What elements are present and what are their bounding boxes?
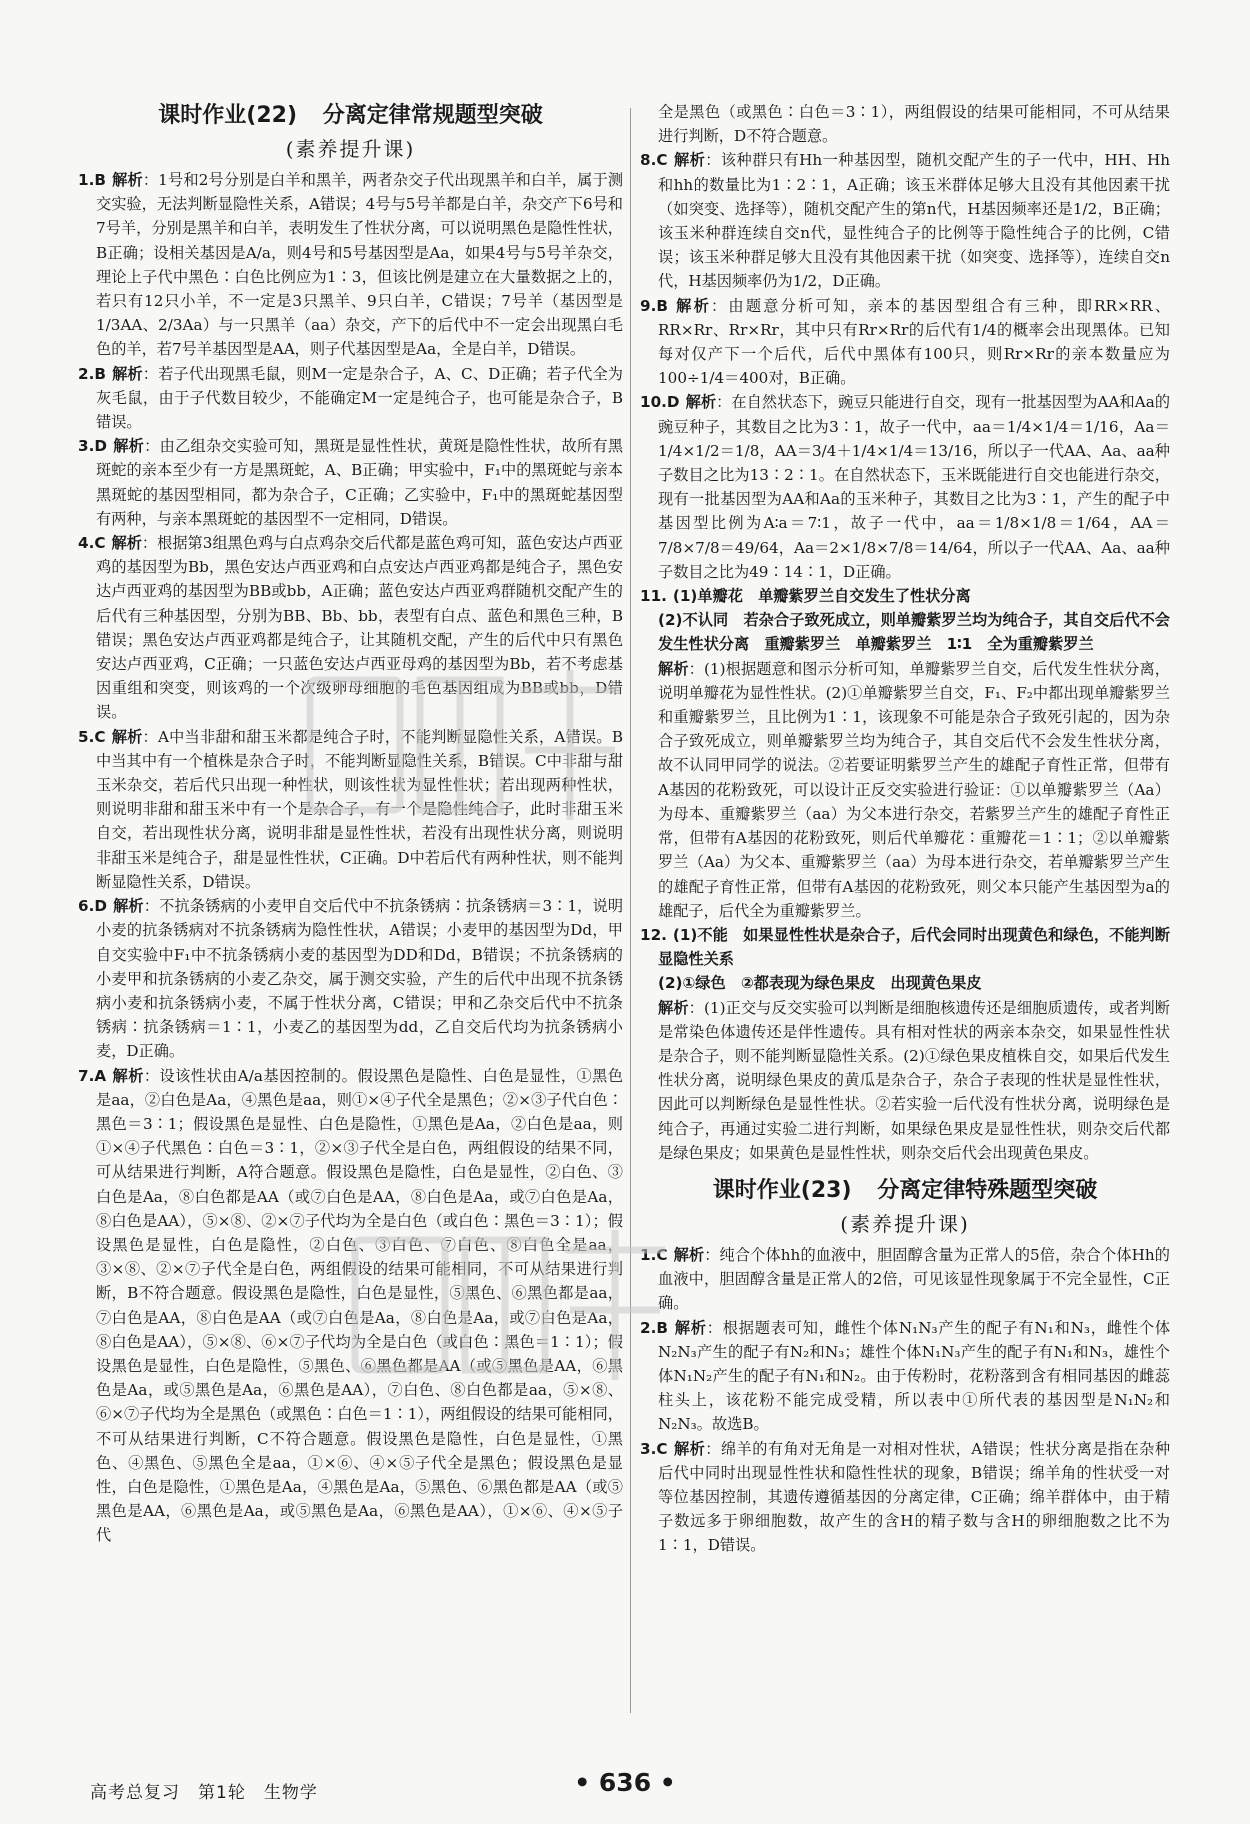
answer-number: 7.A [78, 1066, 107, 1085]
analysis-label: 解析 [111, 534, 142, 553]
answer-text: 根据题表可知，雌性个体N₁N₃产生的配子有N₁和N₃，雌性个体N₂N₃产生的配子有N₂和N₃；雄性个体N₁N₃产生的配子有N₁和N₃，雄性个体N₁N₂产生的配子有N₁和N₂。由于传粉时，花粉落到含有相同基因的雌蕊柱头上，该花粉不能完成受精，所以表中①所代表的基因型是N₁N₂和N₂N₃。故选B。 [658, 1318, 1171, 1434]
answer-item: 1.B 解析：1号和2号分别是白羊和黑羊，两者杂交子代出现黑羊和白羊，属于测交实验，无法判断显隐性关系，A错误；4号与5号羊都是白羊，杂交产下6号和7号羊，分别是黑羊和白羊，表明发生了性状分离，可以说明黑色是隐性性状，B正确；设相关基因是A/a，则4号和5号基因型是Aa，如果4号与5号羊杂交，理论上子代中黑色∶白色比例应为1∶3，但该比例是建立在大量数据之上的，若只有12只小羊，不一定是3只黑羊、9只白羊，C错误；7号羊（基因型是1/3AA、2/3Aa）与一只黑羊（aa）杂交，产下的后代中不一定会出现黑白毛色的羊，若7号羊基因型是AA，则子代基因型是Aa，全是白羊，D错误。 [78, 171, 624, 359]
answer-item: 1.C 解析：纯合个体hh的血液中，胆固醇含量为正常人的5倍，杂合个体Hh的血液中，胆固醇含量是正常人的2倍，可见该显性现象属于不完全显性，C正确。 [640, 1245, 1170, 1313]
analysis-paragraph: 解析：(1)根据题意和图示分析可知，单瓣紫罗兰自交，后代发生性状分离，说明单瓣花为显性性状。(2)①单瓣紫罗兰自交，F₁、F₂中都出现单瓣紫罗兰和重瓣紫罗兰，且比例为1∶1，该现象不可能是杂合子致死引起的，因为杂合子致死成立，则单瓣紫罗兰均为纯合子，其自交后代不会发生性状分离，故不认同甲同学的说法。②若要证明紫罗兰产生的雄配子育性正常，但带有A基因的花粉致死，可以设计正反交实验进行验证：①以单瓣紫罗兰（Aa）为母本、重瓣紫罗兰（aa）为父本进行杂交，若紫罗兰产生的雄配子育性正常，但带有A基因的花粉致死，则后代单瓣花∶重瓣花＝1∶1；②以单瓣紫罗兰（Aa）为父本、重瓣紫罗兰（aa）为母本进行杂交，若单瓣紫罗兰产生的雄配子育性正常，但带有A基因的花粉致死，则父本只能产生基因型为a的雄配子，后代全为重瓣紫罗兰。 [658, 659, 1170, 920]
answer-text: (2)①绿色 ②都表现为绿色果皮 出现黄色果皮 [658, 974, 982, 993]
lesson-23-title [640, 1175, 1170, 1207]
answer-number: 11. [640, 587, 667, 606]
answer-item: 8.C 解析：该种群只有Hh一种基因型，随机交配产生的子一代中，HH、Hh和hh的数量比为1∶2∶1，A正确；该玉米群体足够大且没有其他因素干扰（如突变、选择等），随机交配产生的第n代，H基因频率还是1/2，B正确；该玉米种群连续自交n代，显性纯合子的比例等于隐性纯合子的比例，C错误；该玉米种群足够大且没有其他因素干扰（如突变、选择等），连续自交n代，H基因频率仍为1/2，D正确。 [640, 151, 1170, 291]
answer-item [640, 923, 1170, 971]
answer-number: 3.D [78, 437, 107, 456]
answer-text: 由乙组杂交实验可知，黑斑是显性性状，黄斑是隐性性状，故所有黑斑蛇的亲本至少有一方是黑斑蛇，A、B正确；甲实验中，F₁中的黑斑蛇与亲本黑斑蛇的基因型相同，都为杂合子，C正确；乙实验中，F₁中的黑斑蛇基因型有两种，与亲本黑斑蛇的基因型不一定相同，D错误。 [96, 437, 624, 528]
analysis-label: 解析 [111, 364, 143, 383]
analysis-label: 解析 [673, 1439, 706, 1458]
left-answer-list [78, 168, 623, 1548]
answer-text: 设该性状由A/a基因控制的。假设黑色是隐性、白色是显性，①黑色是aa，②白色是Aa，④黑色是aa，则①×④子代全是黑色；②×③子代白色∶黑色＝3∶1；假设黑色是显性、白色是隐性，①黑色是Aa，②白色是aa，则①×④子代黑色∶白色＝3∶1，②×③子代全是白色，两组假设的结果不同，可从结果进行判断，A符合题意。假设黑色是隐性，白色是显性，②白色、③白色是Aa，⑧白色都是AA（或⑦白色是AA，⑧白色是Aa，或⑦白色是Aa，⑧白色是AA），⑤×⑧、②×⑦子代均为全是白色（或白色∶黑色＝3∶1）；假设黑色是显性，白色是隐性，②白色、③白色、⑦白色、⑧白色全是aa，③×⑧、②×⑦子代全是白色，两组假设的结果可能相同，不可从结果进行判断，B不符合题意。假设黑色是隐性，白色是显性，⑤黑色、⑥黑色都是aa，⑦白色是AA，⑧白色是AA（或⑦白色是Aa，⑧白色是Aa，或⑦白色是Aa，⑧白色是AA），⑤×⑧、⑥×⑦子代均为全是白色（或白色∶黑色＝1∶1）；假设黑色是显性，白色是隐性，⑤黑色、⑥黑色都是AA（或⑤黑色是AA，⑥黑色是Aa，或⑤黑色是Aa，⑥黑色是AA），⑦白色、⑧白色都是aa，⑤×⑧、⑥×⑦子代均为全是黑色（或黑色∶白色＝1∶1），两组假设的结果可能相同，不可从结果进行判断，C不符合题意。假设黑色是隐性，白色是显性，①黑色、④黑色、⑤黑色全是aa，①×⑥、④×⑤子代全是黑色；假设黑色是显性，白色是隐性，①黑色是Aa，④黑色是Aa，⑤黑色、⑥黑色都是AA（或⑤黑色是AA，⑥黑色是Aa，或⑤黑色是Aa，⑥黑色是AA），①×⑥、④×⑤子代 [96, 1066, 624, 1545]
lesson-22-number: 课时作业(22) [158, 103, 298, 128]
answer-text: 该种群只有Hh一种基因型，随机交配产生的子一代中，HH、Hh和hh的数量比为1∶2∶1，A正确；该玉米群体足够大且没有其他因素干扰（如突变、选择等），随机交配产生的第n代，H基因频率还是1/2，B正确；该玉米种群连续自交n代，显性纯合子的比例等于隐性纯合子的比例，C错误；该玉米种群足够大且没有其他因素干扰（如突变、选择等），连续自交n代，H基因频率仍为1/2，D正确。 [658, 151, 1170, 291]
analysis-label: 解析 [112, 897, 144, 916]
answer-number: 3.C [640, 1439, 668, 1458]
lesson-23-topic: 分离定律特殊题型突破 [877, 1177, 1098, 1203]
answer-item: 2.B 解析：根据题表可知，雌性个体N₁N₃产生的配子有N₁和N₃，雌性个体N₂N₃产生的配子有N₂和N₃；雄性个体N₁N₃产生的配子有N₁和N₃，雄性个体N₁N₂产生的配子有N₁和N₂。由于传粉时，花粉落到含有相同基因的雌蕊柱头上，该花粉不能完成受精，所以表中①所代表的基因型是N₁N₂和N₂N₃。故选B。 [640, 1318, 1171, 1434]
answer-number: 8.C [640, 151, 668, 170]
analysis-text: (1)根据题意和图示分析可知，单瓣紫罗兰自交，后代发生性状分离，说明单瓣花为显性性状。(2)①单瓣紫罗兰自交，F₁、F₂中都出现单瓣紫罗兰和重瓣紫罗兰，且比例为1∶1，该现象不可能是杂合子致死引起的，因为杂合子致死成立，则单瓣紫罗兰均为纯合子，其自交后代不会发生性状分离，故不认同甲同学的说法。②若要证明紫罗兰产生的雄配子育性正常，但带有A基因的花粉致死，可以设计正反交实验进行验证：①以单瓣紫罗兰（Aa）为母本、重瓣紫罗兰（aa）为父本进行杂交，若紫罗兰产生的雄配子育性正常，但带有A基因的花粉致死，则后代单瓣花∶重瓣花＝1∶1；②以单瓣紫罗兰（Aa）为父本、重瓣紫罗兰（aa）为母本进行杂交，若单瓣紫罗兰产生的雄配子育性正常，但带有A基因的花粉致死，则父本只能产生基因型为a的雄配子，后代全为重瓣紫罗兰。 [658, 659, 1170, 920]
answer-item [640, 584, 1170, 608]
answer-number: 5.C [78, 727, 106, 746]
analysis-label: 解析 [111, 727, 143, 746]
lesson-22-subtitle: (素养提升课) [285, 137, 416, 161]
analysis-label: 解析 [658, 998, 689, 1017]
answer-item: 3.C 解析：绵羊的有角对无角是一对相对性状，A错误；性状分离是指在杂种后代中同时出现显性性状和隐性性状的现象，B错误；绵羊角的性状受一对等位基因控制，其遗传遵循基因的分离定律，C正确；绵羊群体中，由于精子数远多于卵细胞数，故产生的含H的精子数与含H的卵细胞数之比不为1∶1，D错误。 [640, 1439, 1171, 1555]
lesson-22-topic: 分离定律常规题型突破 [322, 103, 543, 128]
answer-number: 2.B [640, 1318, 668, 1337]
answer-item: 6.D 解析：不抗条锈病的小麦甲自交后代中不抗条锈病∶抗条锈病＝3∶1，说明小麦的抗条锈病对不抗条锈病为隐性性状，A错误；小麦甲的基因型为Dd，甲自交实验中F₁中不抗条锈病小麦的基因型为DD和Dd，B错误；不抗条锈病的小麦甲和抗条锈病的小麦乙杂交，属于测交实验，产生的后代中出现不抗条锈病小麦和抗条锈病小麦，不属于性状分离，C错误；甲和乙杂交后代中不抗条锈病∶抗条锈病＝1∶1，小麦乙的基因型为dd，乙自交后代均为抗条锈病小麦，D正确。 [78, 897, 624, 1061]
answer-number: 12. [640, 925, 667, 944]
analysis-paragraph: 解析：(1)正交与反交实验可以判断是细胞核遗传还是细胞质遗传，或者判断是常染色体遗传还是伴性遗传。具有相对性状的两亲本杂交，如果显性性状是杂合子，则不能判断显隐性关系。(2)①绿色果皮植株自交，如果后代发生性状分离，说明绿色果皮的黄瓜是杂合子，杂合子表现的性状是显性性状，因此可以判断绿色是显性性状。②若实验一后代没有性状分离，说明绿色是纯合子，再通过实验二进行判断，如果绿色果皮是显性性状，则杂交后代都是绿色果皮；如果黄色是显性性状，则杂交后代会出现黄色果皮。 [658, 998, 1170, 1162]
answer-item: 3.D 解析：由乙组杂交实验可知，黑斑是显性性状，黄斑是隐性性状，故所有黑斑蛇的亲本至少有一方是黑斑蛇，A、B正确；甲实验中，F₁中的黑斑蛇与亲本黑斑蛇的基因型相同，都为杂合子，C正确；乙实验中，F₁中的黑斑蛇基因型有两种，与亲本黑斑蛇的基因型不一定相同，D错误。 [78, 437, 624, 528]
answer-number: 4.C [78, 534, 106, 553]
page-number: • 636 • [574, 1768, 676, 1797]
answer-number: 10.D [640, 393, 680, 412]
analysis-label: 解析 [673, 296, 711, 315]
answer-text: (2)不认同 若杂合子致死成立，则单瓣紫罗兰均为纯合子，其自交后代不会发生性状分离 重瓣紫罗兰 单瓣紫罗兰 1∶1 全为重瓣紫罗兰 [658, 611, 1170, 654]
answer-key: (1)单瓣花 单瓣紫罗兰自交发生了性状分离 [672, 587, 971, 606]
answer-text: 1号和2号分别是白羊和黑羊，两者杂交子代出现黑羊和白羊，属于测交实验，无法判断显隐性关系，A错误；4号与5号羊都是白羊，杂交产下6号和7号羊，分别是黑羊和白羊，表明发生了性状分离，可以说明黑色是隐性性状，B正确；设相关基因是A/a，则4号和5号基因型是Aa，如果4号与5号羊杂交，理论上子代中黑色∶白色比例应为1∶3，但该比例是建立在大量数据之上的，若只有12只小羊，不一定是3只黑羊、9只白羊，C错误；7号羊（基因型是1/3AA、2/3Aa）与一只黑羊（aa）杂交，产下的后代中不一定会出现黑白毛色的羊，若7号羊基因型是AA，则子代基因型是Aa，全是白羊，D错误。 [96, 171, 624, 359]
answer-text: 不抗条锈病的小麦甲自交后代中不抗条锈病∶抗条锈病＝3∶1，说明小麦的抗条锈病对不抗条锈病为隐性性状，A错误；小麦甲的基因型为Dd，甲自交实验中F₁中不抗条锈病小麦的基因型为DD和Dd，B错误；不抗条锈病的小麦甲和抗条锈病的小麦乙杂交，属于测交实验，产生的后代中出现不抗条锈病小麦和抗条锈病小麦，不属于性状分离，C错误；甲和乙杂交后代中不抗条锈病∶抗条锈病＝1∶1，小麦乙的基因型为dd，乙自交后代均为抗条锈病小麦，D正确。 [96, 897, 624, 1061]
answer-item: 7.A 解析：设该性状由A/a基因控制的。假设黑色是隐性、白色是显性，①黑色是aa，②白色是Aa，④黑色是aa，则①×④子代全是黑色；②×③子代白色∶黑色＝3∶1；假设黑色是显性、白色是隐性，①黑色是Aa，②白色是aa，则①×④子代黑色∶白色＝3∶1，②×③子代全是白色，两组假设的结果不同，可从结果进行判断，A符合题意。假设黑色是隐性，白色是显性，②白色、③白色是Aa，⑧白色都是AA（或⑦白色是AA，⑧白色是Aa，或⑦白色是Aa，⑧白色是AA），⑤×⑧、②×⑦子代均为全是白色（或白色∶黑色＝3∶1）；假设黑色是显性，白色是隐性，②白色、③白色、⑦白色、⑧白色全是aa，③×⑧、②×⑦子代全是白色，两组假设的结果可能相同，不可从结果进行判断，B不符合题意。假设黑色是隐性，白色是显性，⑤黑色、⑥黑色都是aa，⑦白色是AA，⑧白色是AA（或⑦白色是Aa，⑧白色是Aa，或⑦白色是Aa，⑧白色是AA），⑤×⑧、⑥×⑦子代均为全是白色（或白色∶黑色＝1∶1）；假设黑色是显性，白色是隐性，⑤黑色、⑥黑色都是AA（或⑤黑色是AA，⑥黑色是Aa，或⑤黑色是Aa，⑥黑色是AA），⑦白色、⑧白色都是aa，⑤×⑧、⑥×⑦子代均为全是黑色（或黑色∶白色＝1∶1），两组假设的结果可能相同，不可从结果进行判断，C不符合题意。假设黑色是隐性，白色是显性，①黑色、④黑色、⑤黑色全是aa，①×⑥、④×⑤子代全是黑色；假设黑色是显性，白色是隐性，①黑色是Aa，④黑色是Aa，⑤黑色、⑥黑色都是AA（或⑤黑色是AA，⑥黑色是Aa，或⑤黑色是Aa，⑥黑色是AA），①×⑥、④×⑤子代 [78, 1066, 624, 1545]
answer-text: 纯合个体hh的血液中，胆固醇含量为正常人的5倍，杂合个体Hh的血液中，胆固醇含量是正常人的2倍，可见该显性现象属于不完全显性，C正确。 [658, 1245, 1170, 1313]
answer-text: A中当非甜和甜玉米都是纯合子时，不能判断显隐性关系，A错误。B中当其中有一个植株是杂合子时，不能判断显隐性关系，B错误。C中非甜与甜玉米杂交，若后代只出现一种性状，则该性状为显性性状；若出现两种性状，则说明非甜和甜玉米中有一个是杂合子，有一个是隐性纯合子，此时非甜玉米自交，若出现性状分离，说明非甜是显性性状，若没有出现性状分离，则说明非甜玉米是纯合子，甜是显性性状，C正确。D中若后代有两种性状，则不能判断显隐性关系，D错误。 [96, 727, 624, 891]
analysis-label: 解析 [658, 659, 689, 678]
answer-text: 根据第3组黑色鸡与白点鸡杂交后代都是蓝色鸡可知，蓝色安达卢西亚鸡的基因型为Bb，黑色安达卢西亚鸡和白点安达卢西亚鸡都是纯合子，黑色安达卢西亚鸡的基因型为BB或bb，A正确；蓝色安达卢西亚鸡群随机交配产生的后代有三种基因型，分别为BB、Bb、bb，表型有白点、蓝色和黑色三种，B错误；黑色安达卢西亚鸡都是纯合子，让其随机交配，产生的后代中只有黑色安达卢西亚鸡，C正确；一只蓝色安达卢西亚母鸡的基因型为Bb，若不考虑基因重组和突变，则该鸡的一个次级卵母细胞的毛色基因组成为BB或bb，D错误。 [96, 534, 624, 722]
answer-item: 4.C 解析：根据第3组黑色鸡与白点鸡杂交后代都是蓝色鸡可知，蓝色安达卢西亚鸡的基因型为Bb，黑色安达卢西亚鸡和白点安达卢西亚鸡都是纯合子，黑色安达卢西亚鸡的基因型为BB或bb，A正确；蓝色安达卢西亚鸡群随机交配产生的后代有三种基因型，分别为BB、Bb、bb，表型有白点、蓝色和黑色三种，B错误；黑色安达卢西亚鸡都是纯合子，让其随机交配，产生的后代中只有黑色安达卢西亚鸡，C正确；一只蓝色安达卢西亚母鸡的基因型为Bb，若不考虑基因重组和突变，则该鸡的一个次级卵母细胞的毛色基因组成为BB或bb，D错误。 [78, 534, 624, 722]
lesson-23-answer-list [640, 1243, 1170, 1558]
answer-text: 在自然状态下，豌豆只能进行自交，现有一批基因型为AA和Aa的豌豆种子，其数目之比为3∶1，故子一代中，aa＝1/4×1/4＝1/16，Aa＝1/4×1/2＝1/8，AA＝3/4＋1/4×1/4＝13/16，所以子一代AA、Aa、aa种子数目之比为13∶2∶1。在自然状态下，玉米既能进行自交也能进行杂交，现有一批基因型为AA和Aa的玉米种子，其数目之比为3∶1，产生的配子中基因型比例为A∶a＝7∶1，故子一代中，aa＝1/8×1/8＝1/64，AA＝7/8×7/8＝49/64，Aa＝2×1/8×7/8＝14/64，所以子一代AA、Aa、aa种子数目之比为49∶14∶1，D正确。 [658, 393, 1171, 581]
answer-continuation [640, 608, 1170, 656]
analysis-label: 解析 [112, 1066, 144, 1085]
answer-text: 全是黑色（或黑色∶白色＝3∶1），两组假设的结果可能相同，不可从结果进行判断，D不符合题意。 [658, 103, 1170, 146]
analysis-label: 解析 [673, 1318, 707, 1337]
answer-text: 若子代出现黑毛鼠，则M一定是杂合子，A、C、D正确；若子代全为灰毛鼠，由于子代数目较少，不能确定M一定是纯合子，也可能是杂合子，B错误。 [96, 364, 623, 432]
lesson-23-subtitle: (素养提升课) [840, 1211, 970, 1236]
left-column [78, 100, 623, 1548]
analysis-label: 解析 [673, 1245, 705, 1264]
answer-number: 2.B [78, 364, 106, 383]
answer-number: 1.C [640, 1245, 668, 1264]
answer-item: 5.C 解析：A中当非甜和甜玉米都是纯合子时，不能判断显隐性关系，A错误。B中当其中有一个植株是杂合子时，不能判断显隐性关系，B错误。C中非甜与甜玉米杂交，若后代只出现一种性状，则该性状为显性性状；若出现两种性状，则说明非甜和甜玉米中有一个是杂合子，有一个是隐性纯合子，此时非甜玉米自交，若出现性状分离，说明非甜是显性性状，若没有出现性状分离，则说明非甜玉米是纯合子，甜是显性性状，C正确。D中若后代有两种性状，则不能判断显隐性关系，D错误。 [78, 727, 624, 891]
lesson-23-number: 课时作业(23) [712, 1177, 852, 1203]
answer-text: 由题意分析可知，亲本的基因型组合有三种，即RR×RR、RR×Rr、Rr×Rr，其中只有Rr×Rr的后代有1/4的概率会出现黑体。已知每对仅产下一个后代，后代中黑体有100只，则Rr×Rr的亲本数量应为100÷1/4＝400对，B正确。 [658, 296, 1171, 388]
answer-number: 6.D [78, 897, 107, 916]
answer-continuation [640, 971, 1170, 995]
answer-item: 2.B 解析：若子代出现黑毛鼠，则M一定是杂合子，A、C、D正确；若子代全为灰毛鼠，由于子代数目较少，不能确定M一定是纯合子，也可能是杂合子，B错误。 [78, 364, 623, 432]
column-divider [630, 108, 631, 1713]
answer-text: 绵羊的有角对无角是一对相对性状，A错误；性状分离是指在杂种后代中同时出现显性性状和隐性性状的现象，B错误；绵羊角的性状受一对等位基因控制，其遗传遵循基因的分离定律，C正确；绵羊群体中，由于精子数远多于卵细胞数，故产生的含H的精子数与含H的卵细胞数之比不为1∶1，D错误。 [658, 1439, 1171, 1555]
analysis-label: 解析 [685, 393, 717, 412]
analysis-label: 解析 [673, 151, 706, 170]
footer-label: 高考总复习 第1轮 生物学 [90, 1783, 318, 1803]
right-answer-list [640, 100, 1170, 1165]
answer-number: 1.B [78, 171, 106, 189]
analysis-label: 解析 [111, 171, 143, 189]
answer-item: 9.B 解析：由题意分析可知，亲本的基因型组合有三种，即RR×RR、RR×Rr、Rr×Rr，其中只有Rr×Rr的后代有1/4的概率会出现黑体。已知每对仅产下一个后代，后代中黑体有100只，则Rr×Rr的亲本数量应为100÷1/4＝400对，B正确。 [640, 296, 1171, 388]
lesson-22-title [78, 100, 623, 132]
answer-item: 10.D 解析：在自然状态下，豌豆只能进行自交，现有一批基因型为AA和Aa的豌豆种子，其数目之比为3∶1，故子一代中，aa＝1/4×1/4＝1/16，Aa＝1/4×1/2＝1/8，AA＝3/4＋1/4×1/4＝13/16，所以子一代AA、Aa、aa种子数目之比为13∶2∶1。在自然状态下，玉米既能进行自交也能进行杂交，现有一批基因型为AA和Aa的玉米种子，其数目之比为3∶1，产生的配子中基因型比例为A∶a＝7∶1，故子一代中，aa＝1/8×1/8＝1/64，AA＝7/8×7/8＝49/64，Aa＝2×1/8×7/8＝14/64，所以子一代AA、Aa、aa种子数目之比为49∶14∶1，D正确。 [640, 393, 1171, 581]
lesson-23-header [640, 1175, 1170, 1239]
answer-number: 9.B [640, 296, 668, 315]
answer-key: (1)不能 如果显性性状是杂合子，后代会同时出现黄色和绿色，不能判断显隐性关系 [658, 925, 1170, 969]
answer-continuation [640, 100, 1170, 148]
analysis-text: (1)正交与反交实验可以判断是细胞核遗传还是细胞质遗传，或者判断是常染色体遗传还是伴性遗传。具有相对性状的两亲本杂交，如果显性性状是杂合子，则不能判断显隐性关系。(2)①绿色果皮植株自交，如果后代发生性状分离，说明绿色果皮的黄瓜是杂合子，杂合子表现的性状是显性性状，因此可以判断绿色是显性性状。②若实验一后代没有性状分离，说明绿色是纯合子，再通过实验二进行判断，如果绿色果皮是显性性状，则杂交后代都是绿色果皮；如果黄色是显性性状，则杂交后代会出现黄色果皮。 [658, 998, 1170, 1162]
analysis-label: 解析 [112, 437, 145, 456]
right-column [640, 100, 1170, 1558]
